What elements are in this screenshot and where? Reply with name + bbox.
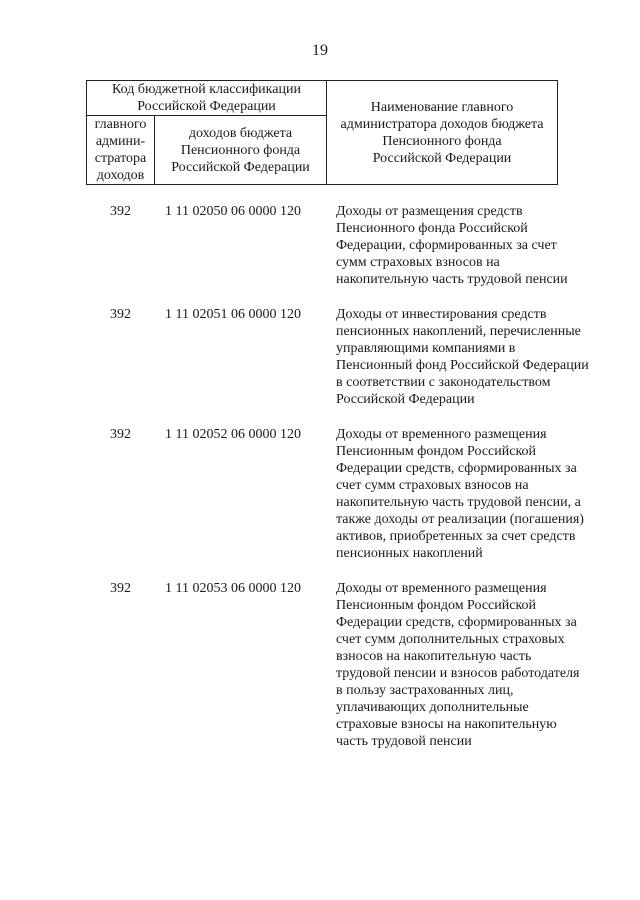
income-name-line: Пенсионным фондом Российской: [336, 444, 537, 459]
income-name-line: активов, приобретенных за счет средств: [336, 529, 576, 544]
header-col-admin: [87, 116, 155, 185]
admin-code: 392: [110, 204, 131, 219]
header-col-name: [327, 81, 558, 185]
income-name-line: Пенсионным фондом Российской: [336, 598, 537, 613]
income-name-line: Доходы от временного размещения: [336, 427, 547, 442]
header-col-name-line: администратора доходов бюджета: [340, 116, 544, 132]
income-name-line: в соответствии с законодательством: [336, 375, 551, 390]
header-col-admin-line: админи-: [95, 134, 146, 149]
income-name-line: Доходы от инвестирования средств: [336, 307, 547, 322]
income-name-line: часть трудовой пенсии: [336, 734, 472, 749]
income-name-line: взносов на накопительную часть: [336, 649, 532, 664]
header-col-admin-line: главного: [94, 117, 147, 132]
admin-code: 392: [110, 581, 131, 596]
budget-code: 1 11 02053 06 0000 120: [165, 581, 301, 596]
table-row: [0, 426, 640, 562]
header-col-admin-line: доходов: [96, 168, 145, 183]
header-col-income-line: доходов бюджета: [188, 125, 293, 141]
income-name-line: Пенсионного фонда Российской: [336, 221, 528, 236]
income-name-line: счет сумм страховых взносов на: [336, 478, 529, 493]
income-name-line: также доходы от реализации (погашения): [336, 512, 584, 527]
income-name-line: Российской Федерации: [336, 392, 475, 407]
header-group-title-line: Российской Федерации: [137, 99, 276, 114]
income-name-line: пенсионных накоплений, перечисленные: [336, 324, 581, 339]
admin-code: 392: [110, 427, 131, 442]
header-col-admin-line: стратора: [94, 151, 147, 166]
income-name-line: сумм страховых взносов на: [336, 255, 500, 270]
income-name-line: накопительную часть трудовой пенсии, а: [336, 495, 581, 510]
income-name-line: в пользу застрахованных лиц,: [336, 683, 514, 698]
header-group-title: [87, 81, 327, 116]
header-col-name-line: Наименование главного: [370, 99, 514, 115]
income-name-line: Доходы от временного размещения: [336, 581, 547, 596]
income-name: [336, 580, 606, 750]
income-name-line: пенсионных накоплений: [336, 546, 483, 561]
budget-code: 1 11 02051 06 0000 120: [165, 307, 301, 322]
header-col-income-line: Пенсионного фонда: [180, 142, 301, 158]
table-row: [0, 203, 640, 288]
income-name-line: счет сумм дополнительных страховых: [336, 632, 565, 647]
header-group-title-line: Код бюджетной классификации: [112, 82, 301, 97]
page-number: 19: [312, 42, 328, 59]
income-name-line: Федерации, сформированных за счет: [336, 238, 557, 253]
income-name-line: уплачивающих дополнительные: [336, 700, 529, 715]
header-col-income-line: Российской Федерации: [171, 159, 310, 175]
income-name-line: Федерации средств, сформированных за: [336, 615, 577, 630]
income-name-line: страховые взносы на накопительную: [336, 717, 557, 732]
income-name-line: управляющими компаниями в: [336, 341, 516, 356]
header-col-name-line: Пенсионного фонда: [382, 133, 502, 149]
income-list: [0, 203, 640, 750]
budget-code: 1 11 02050 06 0000 120: [165, 204, 301, 219]
income-name: [336, 426, 606, 562]
income-name: [336, 203, 606, 288]
income-name-line: трудовой пенсии и взносов работодателя: [336, 666, 580, 681]
table-row: [0, 580, 640, 750]
income-name-line: Пенсионный фонд Российской Федерации: [336, 358, 589, 373]
income-name-line: Доходы от размещения средств: [336, 204, 523, 219]
header-col-income: [155, 116, 327, 185]
header-table: [86, 80, 558, 185]
admin-code: 392: [110, 307, 131, 322]
header-col-name-line: Российской Федерации: [372, 150, 512, 166]
income-name: [336, 306, 606, 408]
income-name-line: Федерации средств, сформированных за: [336, 461, 577, 476]
income-name-line: накопительную часть трудовой пенсии: [336, 272, 568, 287]
table-row: [0, 306, 640, 408]
budget-code: 1 11 02052 06 0000 120: [165, 427, 301, 442]
